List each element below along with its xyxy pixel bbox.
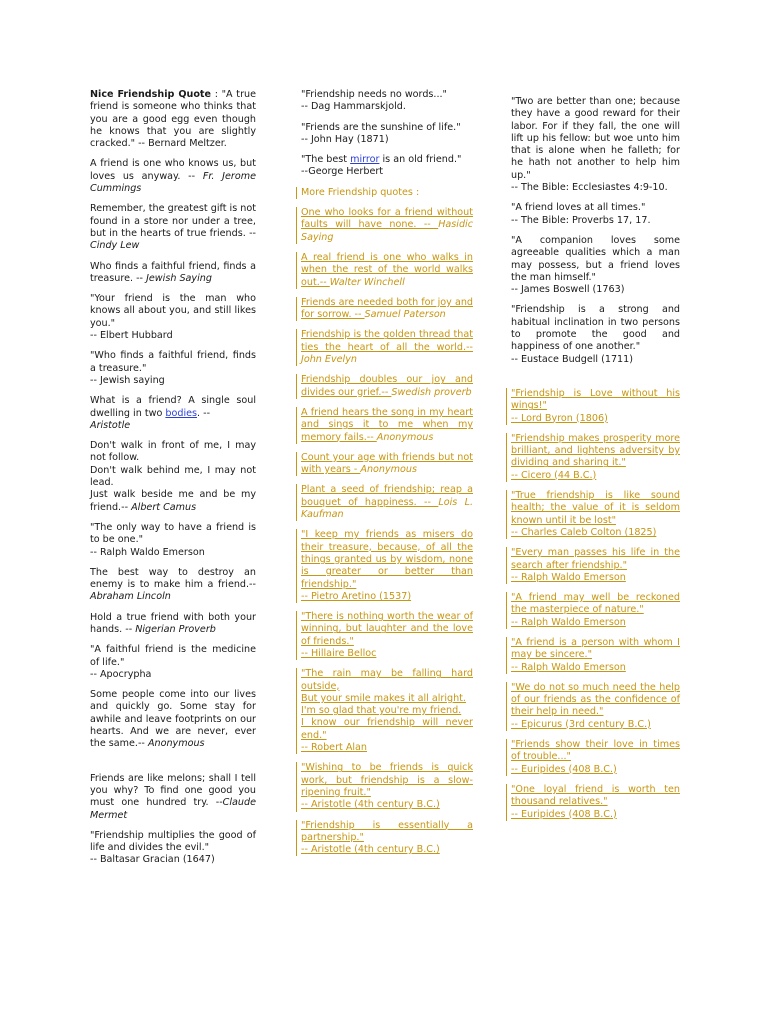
column-middle bbox=[301, 89, 473, 864]
quote-text: "Two are better than one; because they have a good reward for their labor. For if they fall, the one will lift up his fellow: but woe unto him that is alone when he falleth; for he hath not another to help him up." bbox=[511, 96, 680, 181]
quote-item-highlight bbox=[296, 762, 473, 811]
quote-text: A friend is one who knows us, but loves us anyway. -- bbox=[90, 158, 256, 182]
quote-author: -- Charles Caleb Colton (1825) bbox=[511, 526, 657, 538]
quote-author: Walter Winchell bbox=[329, 276, 405, 288]
quote-text: A real friend is one who walks in when the rest of the world walks out.-- bbox=[301, 251, 473, 288]
quote-item bbox=[90, 567, 256, 604]
quote-item-highlight bbox=[296, 297, 473, 322]
quote-author: -- The Bible: Proverbs 17, 17. bbox=[511, 214, 651, 226]
quote-text: Count your age with friends but not with years - bbox=[301, 451, 473, 476]
quote-author: Anonymous bbox=[376, 431, 434, 443]
quote-text: is an old friend." bbox=[379, 154, 462, 166]
quote-item bbox=[90, 395, 256, 432]
quote-item-highlight bbox=[506, 592, 680, 629]
quote-item bbox=[90, 89, 256, 150]
quote-item bbox=[301, 89, 473, 114]
quote-item-highlight bbox=[506, 490, 680, 539]
quote-author: Samuel Paterson bbox=[364, 309, 446, 321]
quote-author: -- Ralph Waldo Emerson bbox=[511, 616, 626, 628]
quote-text: Friendship doubles our joy and divides our grief.-- bbox=[301, 374, 473, 398]
quote-text: One who looks for a friend without faults will have none. -- bbox=[301, 207, 473, 231]
quote-text: Don't walk behind me, I may not lead. bbox=[90, 464, 256, 489]
quote-author: -- Cicero (44 B.C.) bbox=[511, 469, 597, 481]
more-quotes-label: More Friendship quotes : bbox=[301, 186, 420, 198]
quote-text: . -- bbox=[197, 407, 211, 419]
quote-author: -- John Hay (1871) bbox=[301, 133, 389, 145]
quote-text: Some people come into our lives and quickly go. Some stay for awhile and leave footprints on our hearts. And we are never, ever the same.-- bbox=[90, 689, 256, 750]
quote-text: "Your friend is the man who knows all about you, and still likes you." bbox=[90, 293, 256, 329]
quote-author: -- Ralph Waldo Emerson bbox=[511, 571, 626, 583]
quote-text: Friends are like melons; shall I tell you why? To find one good you must one hundred try. -- bbox=[90, 772, 256, 809]
quote-item-highlight bbox=[296, 484, 473, 521]
column-left bbox=[90, 89, 256, 875]
quote-item bbox=[90, 689, 256, 750]
quote-author: -- Euripides (408 B.C.) bbox=[511, 763, 617, 775]
quote-link[interactable]: bodies bbox=[165, 407, 198, 419]
quote-text: "I keep my friends as misers do their treasure, because, of all the things granted us by wisdom, none is greater or better than friendship." bbox=[301, 529, 473, 590]
quote-author: -- Baltasar Gracian (1647) bbox=[90, 854, 215, 866]
quote-text: "Friendship needs no words..." bbox=[301, 89, 447, 100]
quote-text: A friend hears the song in my heart and sings it to me when my memory fails.-- bbox=[301, 406, 473, 443]
quote-author: Anonymous bbox=[360, 464, 417, 476]
quote-author: -- The Bible: Ecclesiastes 4:9-10. bbox=[511, 182, 668, 194]
quote-text: "We do not so much need the help of our friends as the confidence of their help in need." bbox=[511, 681, 680, 718]
quote-item-highlight bbox=[506, 637, 680, 674]
quote-item-highlight bbox=[296, 252, 473, 289]
quote-author: -- Eustace Budgell (1711) bbox=[511, 353, 634, 365]
quote-author: -- Ralph Waldo Emerson bbox=[90, 546, 205, 558]
quote-text: "A companion loves some agreeable qualities which a man may possess, but a friend loves the man himself." bbox=[511, 234, 680, 283]
quote-text: "Friendship multiplies the good of life and divides the evil." bbox=[90, 829, 256, 854]
spacer bbox=[511, 374, 680, 388]
quote-text: Don't walk in front of me, I may not follow. bbox=[90, 440, 256, 464]
quote-text: "Friends show their love in times of trouble..." bbox=[511, 739, 680, 763]
quote-author: -- Dag Hammarskjold. bbox=[301, 101, 406, 113]
quote-author: John Evelyn bbox=[301, 354, 357, 366]
quote-author: Nigerian Proverb bbox=[135, 623, 216, 635]
quote-author: Jewish Saying bbox=[146, 272, 212, 284]
quote-text: "A faithful friend is the medicine of life." bbox=[90, 644, 256, 668]
quote-author: -- Epicurus (3rd century B.C.) bbox=[511, 718, 651, 730]
quote-item bbox=[90, 830, 256, 867]
quote-item-highlight bbox=[296, 329, 473, 366]
quote-item bbox=[90, 261, 256, 286]
quote-item-highlight bbox=[506, 547, 680, 584]
quote-item bbox=[90, 350, 256, 387]
quote-item bbox=[511, 202, 680, 227]
quote-item bbox=[90, 203, 256, 252]
quote-text: "Friendship makes prosperity more brilliant, and lightens adversity by dividing and sharing it." bbox=[511, 432, 680, 469]
quote-item bbox=[511, 235, 680, 296]
quote-author: -- Apocrypha bbox=[90, 668, 152, 680]
quote-item bbox=[90, 440, 256, 514]
quote-item-highlight bbox=[296, 529, 473, 603]
quote-item bbox=[90, 644, 256, 681]
more-quotes-header bbox=[296, 187, 473, 199]
quote-item-highlight bbox=[506, 784, 680, 821]
quote-text: But your smile makes it all alright. bbox=[301, 692, 466, 704]
quote-item bbox=[90, 773, 256, 822]
quote-text: Who finds a faithful friend, finds a treasure. -- bbox=[90, 260, 256, 284]
quote-text: "A friend may well be reckoned the masterpiece of nature." bbox=[511, 592, 680, 616]
quote-text: "The rain may be falling hard outside, bbox=[301, 668, 473, 692]
quote-text: What is a friend? A single soul dwelling in two bbox=[90, 395, 256, 419]
quote-item bbox=[90, 293, 256, 342]
quote-item bbox=[90, 158, 256, 195]
quote-item-highlight bbox=[296, 611, 473, 660]
quote-item-highlight bbox=[296, 407, 473, 444]
quote-author: Hasidic Saying bbox=[301, 219, 473, 243]
quote-item-highlight bbox=[296, 452, 473, 477]
quote-link[interactable]: mirror bbox=[350, 154, 380, 166]
quote-text: "True friendship is like sound health; the value of it is seldom known until it be lost" bbox=[511, 490, 680, 526]
quote-item-highlight bbox=[506, 739, 680, 776]
quote-text: Just walk beside me and be my friend.-- bbox=[90, 489, 256, 513]
quote-text: Friendship is the golden thread that ties the heart of all the world.-- bbox=[301, 329, 473, 353]
quote-text: Friends are needed both for joy and for sorrow. -- bbox=[301, 296, 473, 321]
quote-author: -- Aristotle (4th century B.C.) bbox=[301, 844, 440, 856]
quote-text: "Friendship is essentially a partnership." bbox=[301, 819, 473, 843]
quote-author: Cindy Lew bbox=[90, 240, 140, 252]
quote-author: Fr. Jerome Cummings bbox=[90, 170, 256, 195]
quote-text: : "A true friend is someone who thinks that you are a good egg even though he knows that you are slightly cracked." -- Bernard Meltzer. bbox=[90, 89, 256, 150]
quote-text: Plant a seed of friendship; reap a bouquet of happiness. -- bbox=[301, 484, 473, 508]
quote-text: "Wishing to be friends is quick work, but friendship is a slow-ripening fruit." bbox=[301, 762, 473, 798]
quote-item bbox=[90, 522, 256, 559]
quote-text: I'm so glad that you're my friend. bbox=[301, 705, 462, 717]
quote-text: Hold a true friend with both your hands. -- bbox=[90, 611, 256, 635]
quote-author: Claude Mermet bbox=[90, 797, 256, 821]
quote-text: "The only way to have a friend is to be one." bbox=[90, 521, 256, 546]
quote-text: "Friends are the sunshine of life." bbox=[301, 121, 461, 133]
quote-item bbox=[511, 304, 680, 365]
column-right bbox=[511, 96, 680, 829]
quote-text: "A friend loves at all times." bbox=[511, 202, 646, 214]
quote-lead: Nice Friendship Quote bbox=[90, 89, 212, 100]
quote-text: "Friendship is a strong and habitual inclination in two persons to promote the good and happiness of one another." bbox=[511, 304, 680, 353]
quote-item-highlight bbox=[506, 388, 680, 425]
quote-author: Swedish proverb bbox=[391, 386, 472, 398]
quote-text: I know our friendship will never end." bbox=[301, 717, 473, 741]
quote-item-highlight bbox=[506, 682, 680, 731]
quote-text: "Every man passes his life in the search after friendship." bbox=[511, 547, 680, 571]
quote-text: "There is nothing worth the wear of winning, but laughter and the love of friends." bbox=[301, 611, 473, 647]
quote-author: -- Jewish saying bbox=[90, 374, 165, 386]
quote-author: -- Robert Alan bbox=[301, 742, 368, 754]
quote-author: -- Elbert Hubbard bbox=[90, 330, 173, 342]
quote-item-highlight bbox=[296, 374, 473, 399]
quote-author: -- Ralph Waldo Emerson bbox=[511, 661, 626, 673]
quote-item-highlight bbox=[506, 433, 680, 482]
quote-author: -- James Boswell (1763) bbox=[511, 284, 625, 296]
quote-text: Remember, the greatest gift is not found in a store nor under a tree, but in the hearts of true friends. -- bbox=[90, 203, 256, 239]
quote-author: Aristotle bbox=[90, 419, 131, 431]
quote-author: Lois L. Kaufman bbox=[301, 496, 474, 521]
quote-author: Abraham Lincoln bbox=[90, 591, 171, 603]
quote-item-highlight bbox=[296, 207, 473, 244]
quote-author: -- Aristotle (4th century B.C.) bbox=[301, 799, 440, 811]
quote-text: "Who finds a faithful friend, finds a treasure." bbox=[90, 350, 256, 374]
quote-item bbox=[301, 154, 473, 179]
spacer bbox=[90, 759, 256, 773]
quote-author: Albert Camus bbox=[131, 501, 197, 513]
quote-item bbox=[301, 122, 473, 147]
quote-text: "Friendship is Love without his wings!" bbox=[511, 387, 680, 412]
quote-text: "The best bbox=[301, 154, 351, 166]
quote-item-highlight bbox=[296, 668, 473, 754]
quote-author: -- Euripides (408 B.C.) bbox=[511, 808, 617, 820]
quote-author: -- Lord Byron (1806) bbox=[511, 412, 608, 424]
quote-item bbox=[90, 612, 256, 637]
quote-author: Anonymous bbox=[147, 738, 205, 750]
quote-text: "A friend is a person with whom I may be sincere." bbox=[511, 636, 680, 661]
quote-author: --George Herbert bbox=[301, 166, 384, 178]
quote-author: -- Hillaire Belloc bbox=[301, 647, 377, 659]
quote-item bbox=[511, 96, 680, 194]
quote-text: The best way to destroy an enemy is to make him a friend.-- bbox=[90, 566, 256, 591]
quote-text: "One loyal friend is worth ten thousand relatives." bbox=[511, 783, 680, 808]
quote-author: -- Pietro Aretino (1537) bbox=[301, 590, 412, 602]
quote-item-highlight bbox=[296, 820, 473, 857]
